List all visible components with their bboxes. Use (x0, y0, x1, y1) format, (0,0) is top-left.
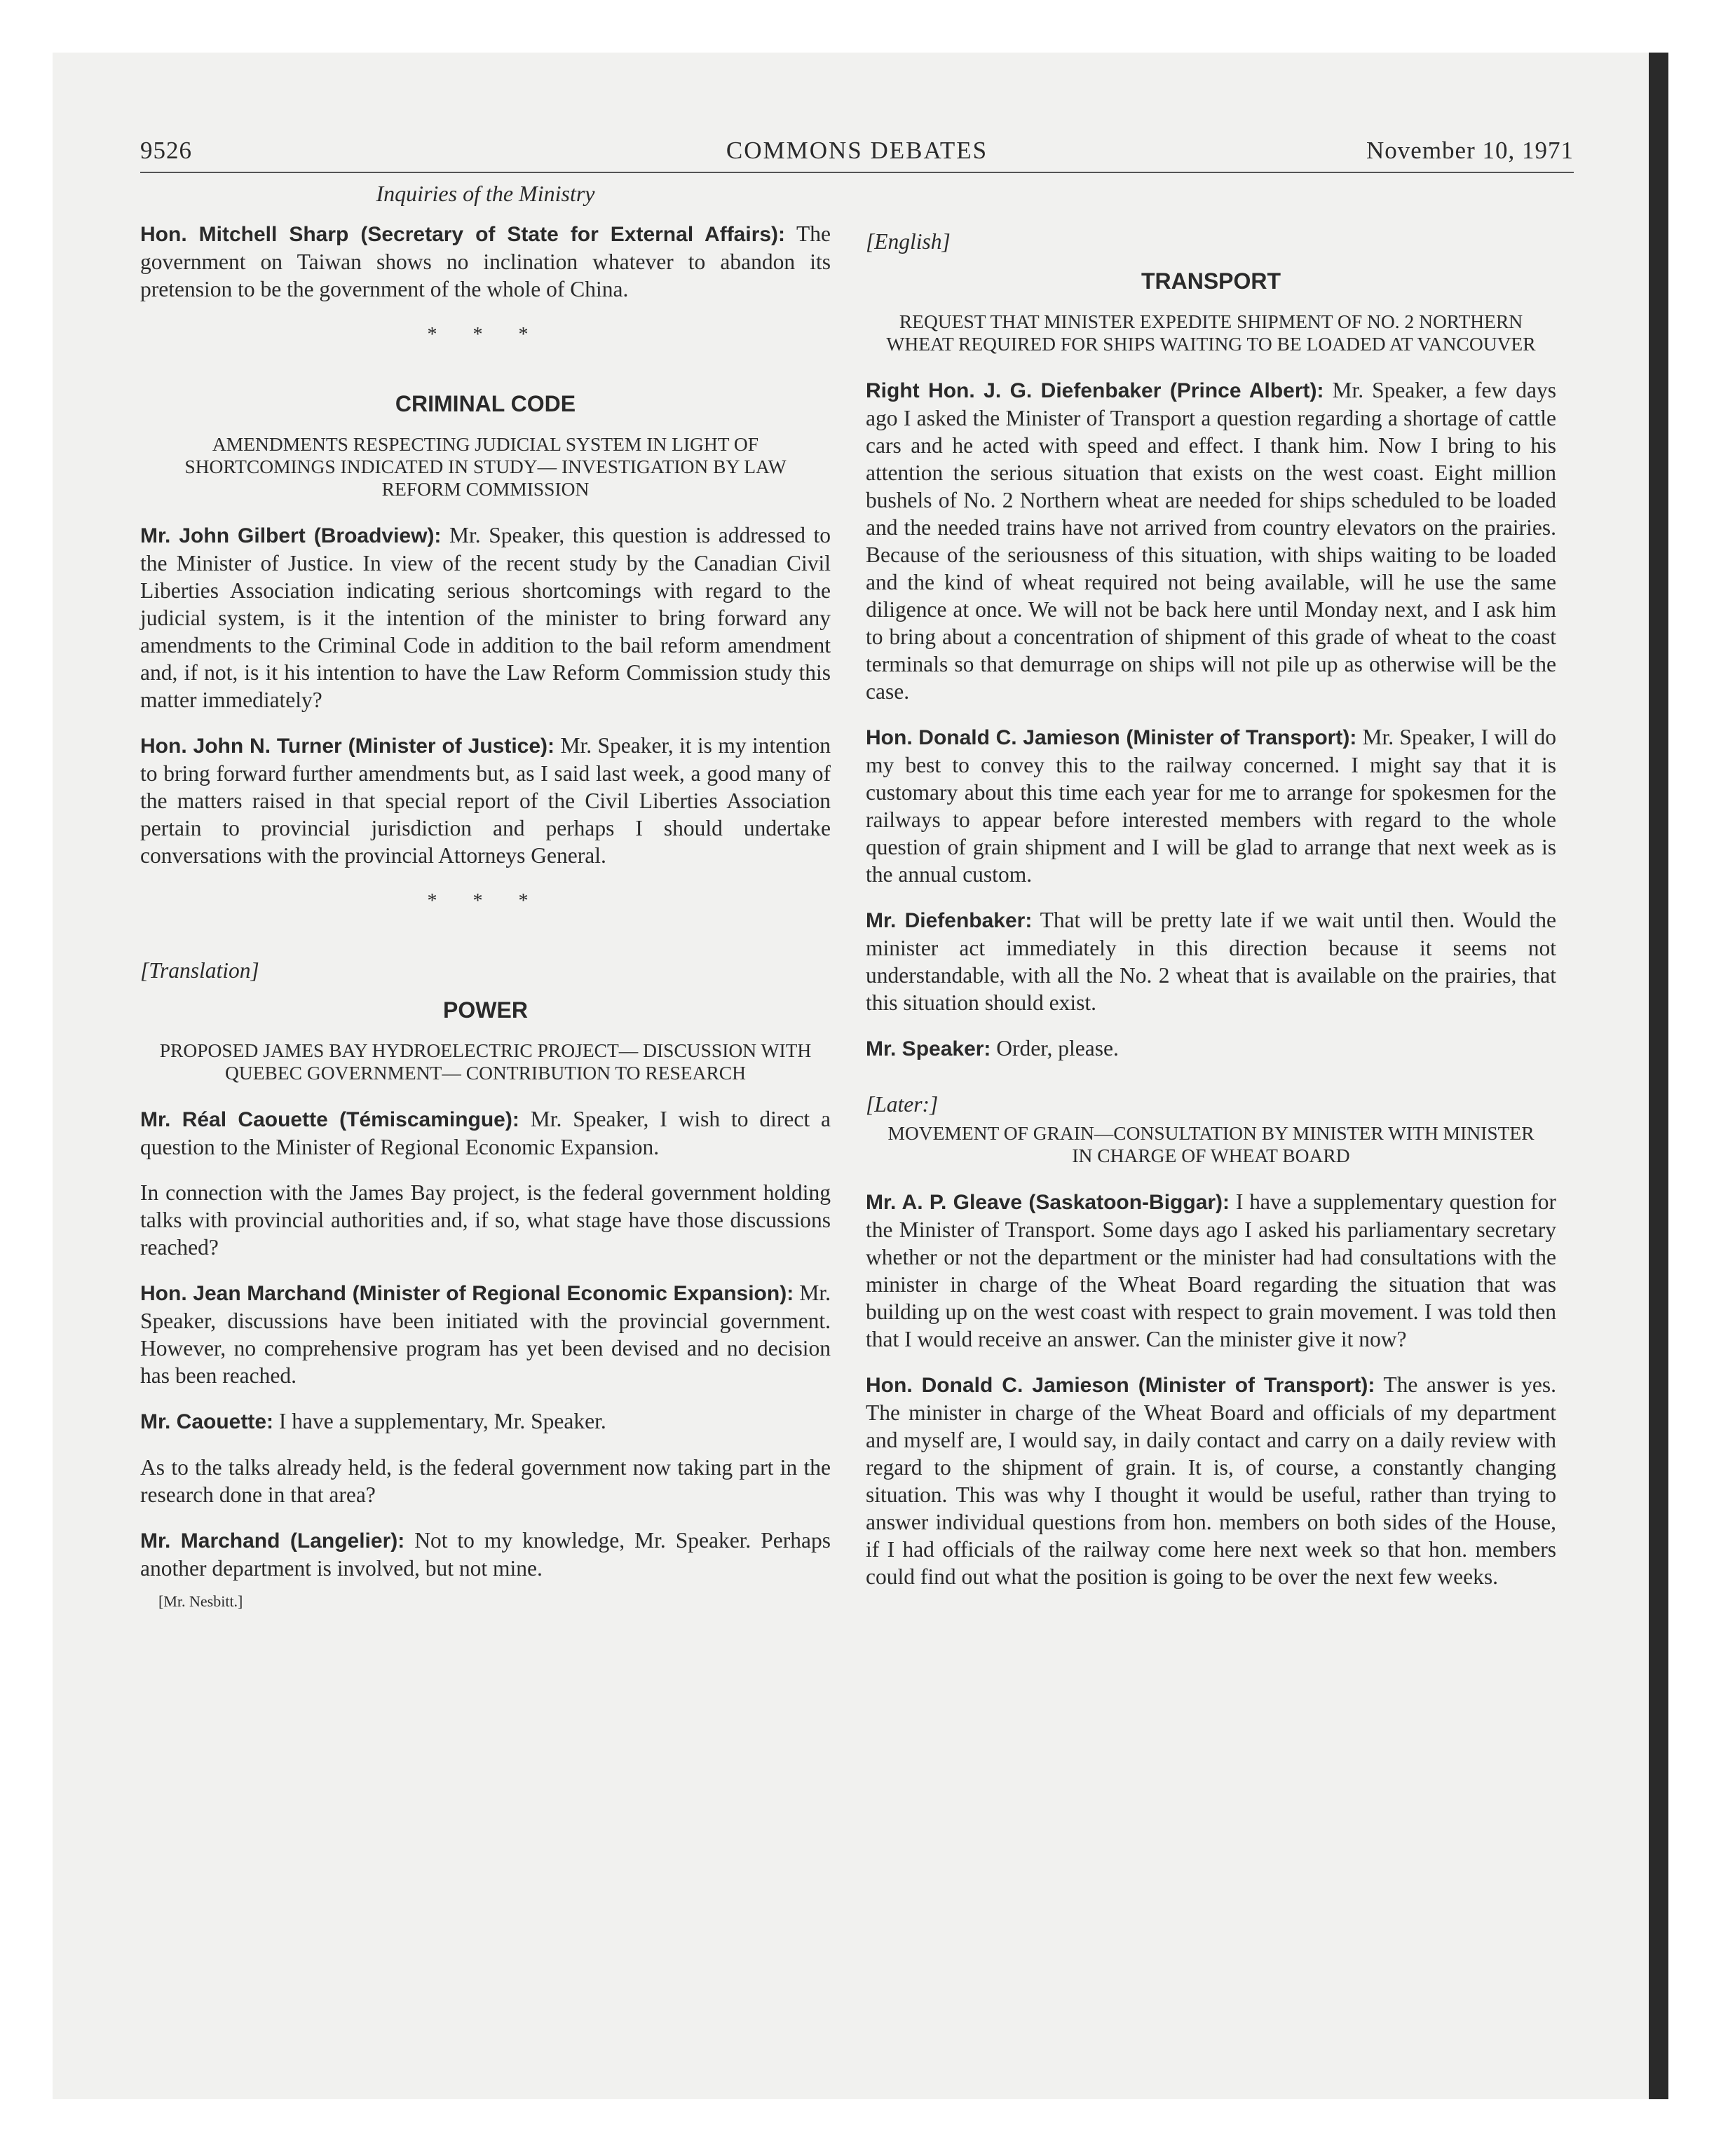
speaker-name: Hon. Donald C. Jamieson (Minister of Transport): (866, 1374, 1375, 1397)
publication-date: November 10, 1971 (1366, 137, 1574, 164)
later-marker: [Later:] (866, 1092, 939, 1117)
speech-text: Mr. Speaker, discussions have been initiated with the provincial government. However, no comprehensive program has yet been devised and no decision has been reached. (140, 1281, 831, 1388)
speech-paragraph (140, 1279, 831, 1389)
section-separator: * * * (427, 890, 544, 912)
speech-text: I have a supplementary question for the Minister of Transport. Some days ago I asked his parliamentary secretary whether or not the department or the minister had had consultations with the minister in charge of the Wheat Board regarding the situation that was building up on the west coast with respect to grain movement. I was told then that I would receive an answer. Can the minister give it now? (866, 1189, 1556, 1351)
section-subheading: REQUEST THAT MINISTER EXPEDITE SHIPMENT OF NO. 2 NORTHERN WHEAT REQUIRED FOR SHIPS WAITING TO BE LOADED AT VANCOUVER (886, 311, 1536, 355)
section-heading: POWER (443, 997, 528, 1023)
page (140, 137, 1574, 1610)
language-marker: [English] (866, 229, 951, 254)
speech-paragraph (866, 906, 1556, 1016)
speaker-name: Right Hon. J. G. Diefenbaker (Prince Albert): (866, 379, 1324, 402)
section-subheading: PROPOSED JAMES BAY HYDROELECTRIC PROJECT— DISCUSSION WITH QUEBEC GOVERNMENT— CONTRIBUTION TO RESEARCH (159, 1039, 812, 1084)
speaker-name: Mr. Diefenbaker: (866, 909, 1033, 932)
speech-paragraph (866, 1035, 1556, 1063)
speaker-name: Hon. Donald C. Jamieson (Minister of Transport): (866, 726, 1357, 749)
speech-paragraph (140, 1527, 831, 1582)
speech-paragraph (866, 723, 1556, 888)
section-heading: CRIMINAL CODE (395, 391, 576, 416)
speaker-name: Mr. John Gilbert (Broadview): (140, 524, 442, 547)
speech-text: Mr. Speaker, this question is addressed to the Minister of Justice. In view of the recent study by the Canadian Civil Liberties Association indicating serious shortcomings with regard to the judicial system, is it the intention of the minister to bring forward any amendments to the Criminal Code in addition to the bail reform amendment and, if not, is it his intention to have the Law Reform Commission study this matter immediately? (140, 523, 831, 712)
speech-text: Mr. Speaker, I wish to direct a question to the Minister of Regional Economic Expansion. (140, 1107, 831, 1159)
speaker-name: Mr. A. P. Gleave (Saskatoon-Biggar): (866, 1191, 1230, 1214)
speaker-name: Mr. Speaker: (866, 1037, 991, 1060)
language-marker: [Translation] (140, 958, 259, 983)
speaker-name: Hon. Mitchell Sharp (Secretary of State for External Affairs): (140, 223, 786, 246)
speech-paragraph (140, 1105, 831, 1161)
section-subheading: AMENDMENTS RESPECTING JUDICIAL SYSTEM IN LIGHT OF SHORTCOMINGS INDICATED IN STUDY— INVESTIGATION BY LAW REFORM COMMISSION (184, 433, 787, 500)
scan-edge-bar (1649, 53, 1668, 2099)
speech-paragraph (866, 376, 1556, 705)
section-subheading: MOVEMENT OF GRAIN—CONSULTATION BY MINISTER WITH MINISTER IN CHARGE OF WHEAT BOARD (887, 1122, 1535, 1166)
speaker-name: Mr. Réal Caouette (Témiscamingue): (140, 1108, 519, 1131)
speech-text: The government on Taiwan shows no inclination whatever to abandon its pretension to be the government of the whole of China. (140, 221, 831, 301)
speech-text: Order, please. (991, 1036, 1119, 1060)
speaker-footnote: [Mr. Nesbitt.] (158, 1592, 243, 1610)
publication-title: COMMONS DEBATES (726, 137, 988, 164)
speaker-name: Mr. Marchand (Langelier): (140, 1529, 405, 1553)
running-title: Inquiries of the Ministry (376, 181, 595, 206)
left-column (140, 180, 831, 1615)
speaker-name: Hon. John N. Turner (Minister of Justice): (140, 735, 555, 758)
speech-text: That will be pretty late if we wait until then. Would the minister act immediately in this direction because it seems not understandable, with all the No. 2 wheat that is available on the prairies, that this situation should exist. (866, 908, 1556, 1015)
speech-paragraph (140, 1407, 831, 1435)
speech-paragraph (140, 521, 831, 714)
speech-paragraph (866, 1188, 1556, 1353)
page-number: 9526 (140, 137, 192, 164)
section-separator: * * * (427, 324, 544, 346)
right-column (866, 228, 1556, 1609)
speech-text: I have a supplementary, Mr. Speaker. (273, 1409, 606, 1433)
speech-text: Mr. Speaker, it is my intention to bring forward further amendments but, as I said last week, a good many of the matters raised in that special report of the Civil Liberties Association pertain to provincial jurisdiction and perhaps I should undertake conversations with the provincial Attorneys General. (140, 733, 831, 868)
speech-text: Not to my knowledge, Mr. Speaker. Perhaps another department is involved, but not mine. (140, 1528, 831, 1581)
speech-paragraph (140, 220, 831, 303)
speech-paragraph: As to the talks already held, is the federal government now taking part in the research done in that area? (140, 1455, 831, 1507)
speech-paragraph (866, 1371, 1556, 1590)
speech-text: Mr. Speaker, I will do my best to convey this to the railway concerned. I might say that it is customary about this time each year for me to arrange for spokesmen for the railways to appear before interested members with regard to the whole question of grain shipment and I will be glad to arrange that next week as is the annual custom. (866, 725, 1556, 887)
page-header (140, 137, 1574, 173)
speech-text: The answer is yes. The minister in charge of the Wheat Board and officials of my department and myself are, I would say, in daily contact and carry on a daily review with regard to the shipment of grain. It is, of course, a constantly changing situation. This was why I thought it would be useful, rather than trying to answer individual questions from hon. members on both sides of the House, if I had officials of the railway come here next week so that hon. members could find out what the position is going to be over the next few weeks. (866, 1372, 1556, 1589)
speech-text: Mr. Speaker, a few days ago I asked the Minister of Transport a question regarding a shortage of cattle cars and he acted with speed and effect. I thank him. Now I bring to his attention the serious situation that exists on the west coast. Eight million bushels of No. 2 Northern wheat are needed for ships scheduled to be loaded and the needed trains have not arrived from country elevators on the prairies. Because of the seriousness of this situation, with ships waiting to be loaded and the kind of wheat required not being available, will he use the same diligence at once. We will not be back here until Monday next, and I ask him to bring about a concentration of shipment of this grade of wheat to the coast terminals so that demurrage on ships will not pile up as otherwise will be the case. (866, 378, 1556, 704)
speech-paragraph (140, 732, 831, 869)
speech-paragraph: In connection with the James Bay project, is the federal government holding talks with provincial authorities and, if so, what stage have those discussions reached? (140, 1180, 831, 1260)
section-heading: TRANSPORT (1141, 268, 1281, 294)
speaker-name: Hon. Jean Marchand (Minister of Regional Economic Expansion): (140, 1282, 794, 1305)
speaker-name: Mr. Caouette: (140, 1410, 274, 1433)
